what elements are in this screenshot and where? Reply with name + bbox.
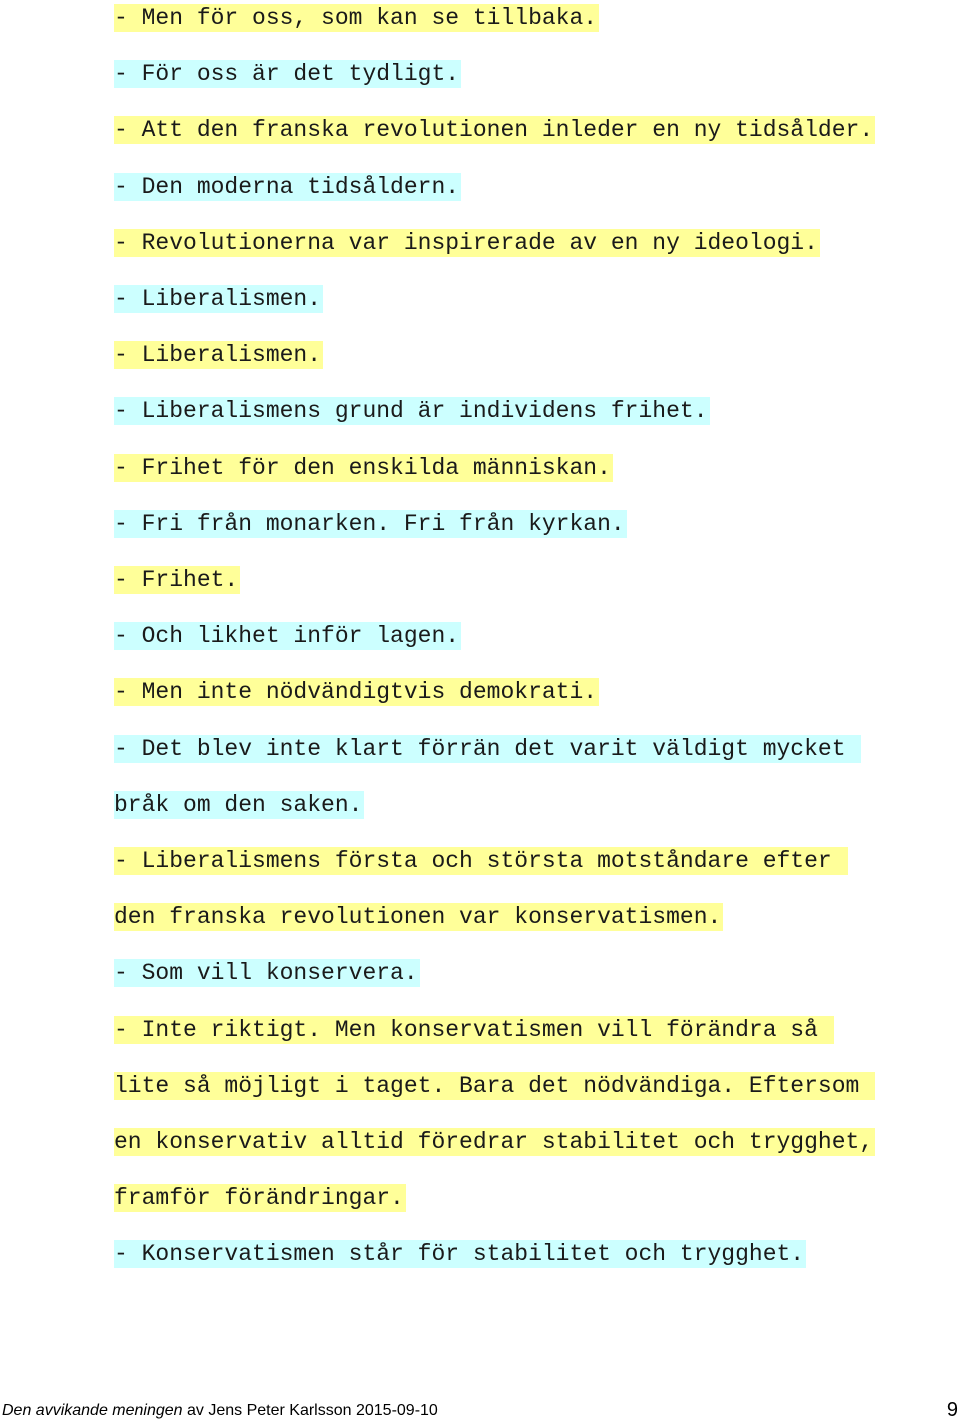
- transcript-line: framför förändringar.: [114, 1185, 404, 1212]
- transcript-line: - Liberalismens grund är individens frihet.: [114, 398, 708, 425]
- transcript-line: - Att den franska revolutionen inleder en ny tidsålder.: [114, 117, 874, 144]
- page-number: 9: [946, 1399, 958, 1421]
- footer-title: Den avvikande meningen: [2, 1402, 183, 1419]
- transcript-line: - Det blev inte klart förrän det varit väldigt mycket: [114, 735, 860, 762]
- transcript-line: - Revolutionerna var inspirerade av en ny ideologi.: [114, 229, 818, 256]
- transcript-line: - Frihet för den enskilda människan.: [114, 454, 611, 481]
- transcript-line: - Konservatismen står för stabilitet och trygghet.: [114, 1241, 805, 1268]
- page-footer: [0, 1398, 960, 1422]
- transcript-line: - Den moderna tidsåldern.: [114, 173, 460, 200]
- footer-citation: [2, 1401, 438, 1421]
- transcript-line: - Som vill konservera.: [114, 960, 418, 987]
- transcript-line: - För oss är det tydligt.: [114, 61, 460, 88]
- transcript-line: en konservativ alltid föredrar stabilitet och trygghet,: [114, 1129, 874, 1155]
- transcript-line: - Och likhet inför lagen.: [114, 623, 460, 650]
- transcript-line: bråk om den saken.: [114, 791, 363, 818]
- footer-byline: av Jens Peter Karlsson 2015-09-10: [182, 1402, 438, 1419]
- transcript-line: - Men för oss, som kan se tillbaka.: [114, 5, 598, 31]
- transcript-line: - Liberalismens första och största motståndare efter: [114, 848, 846, 874]
- transcript-line: - Men inte nödvändigtvis demokrati.: [114, 679, 598, 706]
- transcript-line: lite så möjligt i taget. Bara det nödvändiga. Eftersom: [114, 1072, 874, 1099]
- transcript-line: - Fri från monarken. Fri från kyrkan.: [114, 510, 625, 537]
- transcript-line: den franska revolutionen var konservatismen.: [114, 904, 722, 931]
- transcript-line: - Liberalismen.: [114, 342, 322, 369]
- transcript-line: - Inte riktigt. Men konservatismen vill förändra så: [114, 1016, 832, 1043]
- transcript-line: - Liberalismen.: [114, 286, 322, 312]
- transcript-line: - Frihet.: [114, 567, 239, 593]
